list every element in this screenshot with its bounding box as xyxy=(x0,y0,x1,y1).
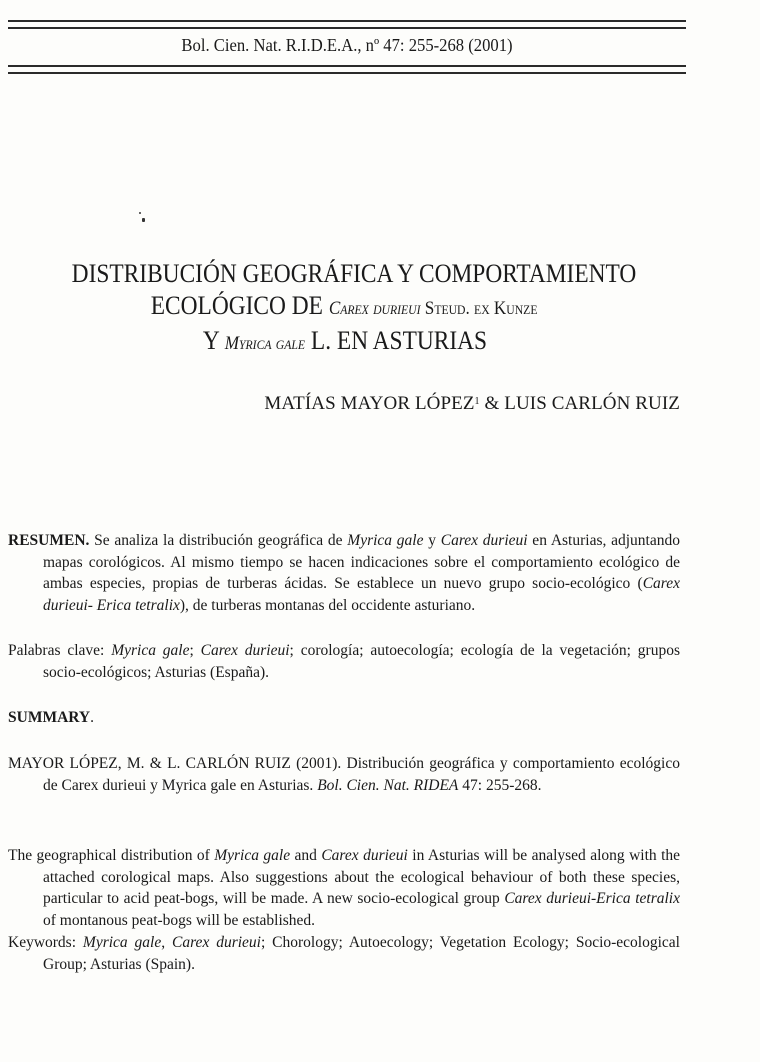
keywords-paragraph xyxy=(8,932,680,975)
abstract-paragraph xyxy=(8,845,680,931)
palabras-clave-paragraph xyxy=(8,640,680,683)
species-name: Carex durieui xyxy=(440,532,528,549)
header-rule-bottom xyxy=(8,72,686,74)
header-rule-bottom-inner xyxy=(8,65,686,67)
authors xyxy=(264,393,680,415)
title-text: L. EN ASTURIAS xyxy=(305,326,488,355)
summary-heading xyxy=(8,707,680,729)
article-title xyxy=(35,258,719,360)
palabras-clave-section xyxy=(8,640,680,683)
title-text: Y xyxy=(202,326,225,355)
resumen-paragraph xyxy=(8,530,680,616)
keywords-label: Keywords: xyxy=(8,934,83,951)
citation-paragraph xyxy=(8,753,680,796)
species-name: Carex durieui xyxy=(200,642,290,659)
journal-name: Bol. Cien. Nat. RIDEA xyxy=(317,776,459,794)
title-species: Myrica gale xyxy=(224,333,306,354)
species-name: Myrica gale xyxy=(82,934,162,951)
title-line-3 xyxy=(0,325,719,360)
resumen-label: RESUMEN. xyxy=(8,532,90,549)
text: in Asturias will be analysed along with the attached corological maps. Also suggestions about the ecological behaviour of both these species, particular to acid peat-bogs, will be made. A new socio-ecological group xyxy=(43,847,681,907)
text: MAYOR LÓPEZ, M. & L. CARLÓN RUIZ (2001). Distribución geográfica y comportamiento ecológico de Carex durieui y Myrica gale en Asturias. xyxy=(8,755,680,794)
species-name: Carex durieui xyxy=(321,847,408,864)
journal-citation-header: Bol. Cien. Nat. R.I.D.E.A., nº 47: 255-268 (2001) xyxy=(181,35,513,55)
species-name: Carex durieui-Erica tetralix xyxy=(504,890,680,907)
citation-section xyxy=(8,753,680,796)
title-text: ECOLÓGICO DE xyxy=(150,291,329,320)
header-rule-top-inner xyxy=(8,27,686,29)
title-line-2 xyxy=(0,290,718,325)
scan-speck xyxy=(139,212,141,214)
header-rule-top xyxy=(8,20,686,22)
text: en Asturias, adjuntando mapas corológicos. Al mismo tiempo se hacen indicaciones sobre el comportamiento ecológico de ambas especies, propias de turberas ácidas. Se establece un nuevo grupo socio-ecológico ( xyxy=(43,532,680,592)
species-name: Myrica gale xyxy=(214,847,291,864)
text: ), de turberas montanas del occidente asturiano. xyxy=(179,596,476,614)
title-species: Carex durieui xyxy=(328,298,421,319)
author-2: & LUIS CARLÓN RUIZ xyxy=(479,393,680,414)
title-line-1: DISTRIBUCIÓN GEOGRÁFICA Y COMPORTAMIENTO xyxy=(71,259,637,288)
scan-speck xyxy=(142,218,145,222)
affiliation-marker: 1 xyxy=(474,396,480,407)
text: ; xyxy=(189,642,201,659)
abstract-section xyxy=(8,845,680,931)
species-name: Carex durieui xyxy=(172,934,261,951)
resumen-section xyxy=(8,530,680,616)
species-name: Carex durieui- Erica tetralix xyxy=(43,575,680,614)
author-1: MATÍAS MAYOR LÓPEZ xyxy=(264,393,475,414)
species-name: Myrica gale xyxy=(111,642,190,659)
text: , xyxy=(161,934,173,951)
title-authority: Steud. ex Kunze xyxy=(420,298,538,319)
summary-heading-text: SUMMARY xyxy=(8,709,91,726)
species-name: Myrica gale xyxy=(347,532,424,549)
text: ; Chorology; Autoecology; Vegetation Ecology; Socio-ecological Group; Asturias (Spain). xyxy=(43,934,680,973)
keywords-section xyxy=(8,932,680,975)
text: The geographical distribution of xyxy=(8,847,215,864)
text: 47: 255-268. xyxy=(458,776,542,794)
text: y xyxy=(423,532,441,549)
summary-heading-punct: . xyxy=(90,709,94,726)
text: ; corología; autoecología; ecología de la vegetación; grupos socio-ecológicos; Asturias (España). xyxy=(43,642,680,681)
text: and xyxy=(290,847,322,864)
palabras-clave-label: Palabras clave: xyxy=(8,642,112,659)
text: of montanous peat-bogs will be established. xyxy=(43,911,316,929)
text: Se analiza la distribución geográfica de xyxy=(89,532,348,549)
